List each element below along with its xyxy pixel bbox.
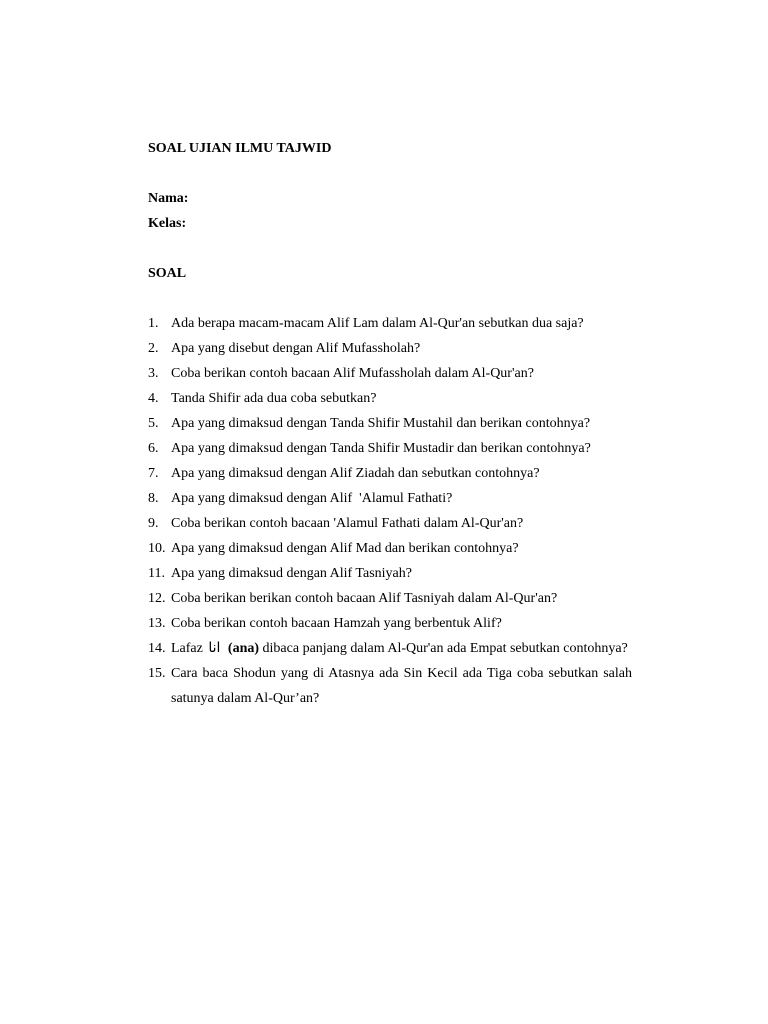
list-item bbox=[148, 461, 632, 486]
spacer bbox=[148, 286, 632, 311]
question-number: 10. bbox=[148, 541, 166, 556]
question-number: 4. bbox=[148, 391, 159, 406]
question-number: 7. bbox=[148, 466, 159, 481]
question-text: Coba berikan contoh bacaan Alif Mufassholah dalam Al-Qur'an? bbox=[171, 366, 534, 381]
question-list bbox=[148, 311, 632, 711]
question-number: 14. bbox=[148, 641, 166, 656]
question-number: 6. bbox=[148, 441, 159, 456]
question-text: Apa yang dimaksud dengan Alif 'Alamul Fathati? bbox=[171, 491, 453, 506]
question-text: Coba berikan contoh bacaan 'Alamul Fathati dalam Al-Qur'an? bbox=[171, 516, 524, 531]
question-number: 12. bbox=[148, 591, 166, 606]
question-text: Apa yang disebut dengan Alif Mufassholah? bbox=[171, 341, 421, 356]
question-text: Tanda Shifir ada dua coba sebutkan? bbox=[171, 391, 377, 406]
spacer bbox=[148, 161, 632, 186]
question-text bbox=[171, 636, 632, 661]
question-text: Apa yang dimaksud dengan Alif Tasniyah? bbox=[171, 566, 412, 581]
list-item bbox=[148, 661, 632, 711]
list-item bbox=[148, 586, 632, 611]
list-item bbox=[148, 436, 632, 461]
list-item bbox=[148, 536, 632, 561]
spacer bbox=[148, 236, 632, 261]
transliteration: (ana) bbox=[227, 641, 260, 656]
question-text: Apa yang dimaksud dengan Tanda Shifir Mustahil dan berikan contohnya? bbox=[171, 416, 591, 431]
question-text: Coba berikan berikan contoh bacaan Alif Tasniyah dalam Al-Qur'an? bbox=[171, 591, 558, 606]
class-field-label: Kelas: bbox=[148, 216, 187, 231]
list-item bbox=[148, 336, 632, 361]
section-heading: SOAL bbox=[148, 266, 187, 281]
list-item bbox=[148, 561, 632, 586]
question-text: Apa yang dimaksud dengan Alif Ziadah dan sebutkan contohnya? bbox=[171, 466, 540, 481]
question-number: 3. bbox=[148, 366, 159, 381]
list-item bbox=[148, 611, 632, 636]
list-item bbox=[148, 511, 632, 536]
question-number: 11. bbox=[148, 566, 165, 581]
question-text-before: Lafaz bbox=[171, 641, 203, 656]
question-number: 9. bbox=[148, 516, 159, 531]
arabic-word: انا bbox=[208, 640, 221, 656]
list-item bbox=[148, 486, 632, 511]
list-item bbox=[148, 386, 632, 411]
question-text: Coba berikan contoh bacaan Hamzah yang berbentuk Alif? bbox=[171, 616, 502, 631]
question-number: 15. bbox=[148, 666, 166, 681]
question-text: Apa yang dimaksud dengan Alif Mad dan berikan contohnya? bbox=[171, 541, 519, 556]
question-number: 13. bbox=[148, 616, 166, 631]
question-text: Ada berapa macam-macam Alif Lam dalam Al-Qur'an sebutkan dua saja? bbox=[171, 316, 584, 331]
question-text: Cara baca Shodun yang di Atasnya ada Sin Kecil ada Tiga coba sebutkan salah satunya dalam Al-Qur’an? bbox=[171, 666, 632, 706]
name-field-label: Nama: bbox=[148, 191, 189, 206]
question-number: 2. bbox=[148, 341, 159, 356]
list-item bbox=[148, 411, 632, 436]
question-number: 5. bbox=[148, 416, 159, 431]
list-item bbox=[148, 311, 632, 336]
question-number: 1. bbox=[148, 316, 159, 331]
question-text: Apa yang dimaksud dengan Tanda Shifir Mustadir dan berikan contohnya? bbox=[171, 441, 591, 456]
list-item bbox=[148, 636, 632, 661]
question-text-after: dibaca panjang dalam Al-Qur'an ada Empat sebutkan contohnya? bbox=[262, 641, 628, 656]
document-page bbox=[148, 136, 632, 711]
question-number: 8. bbox=[148, 491, 159, 506]
document-title: SOAL UJIAN ILMU TAJWID bbox=[148, 141, 332, 156]
list-item bbox=[148, 361, 632, 386]
